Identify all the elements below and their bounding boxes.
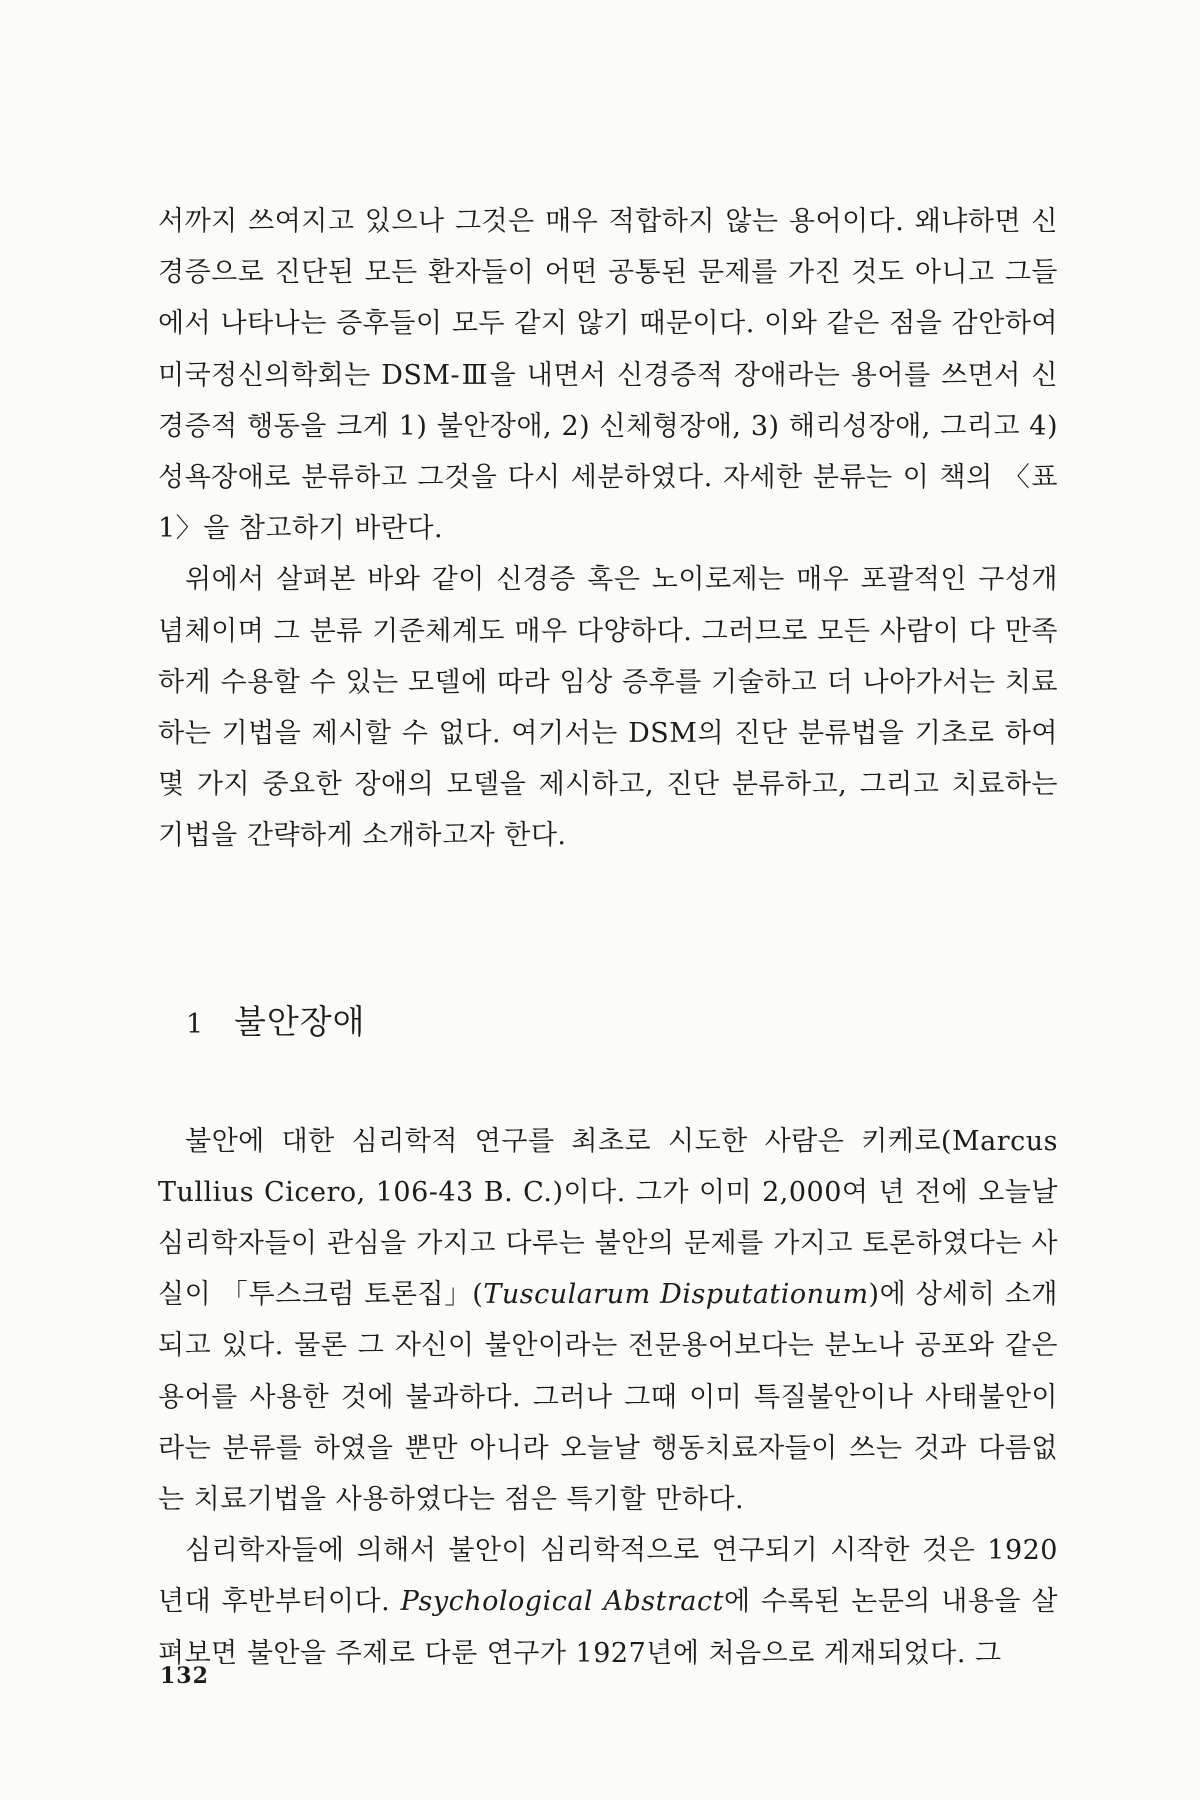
paragraph-text: 에 수록된 논문의 내용을 살펴보면 불안을 주제로 다룬 연구가 1927년에 처음으로 게재되었다. 그 [158,1586,1059,1669]
section-spacer [158,1052,1058,1116]
body-paragraph: 서까지 쓰여지고 있으나 그것은 매우 적합하지 않는 용어이다. 왜냐하면 신경증으로 진단된 모든 환자들이 어떤 공통된 문제를 가진 것도 아니고 그들에서 나타나는 증후들이 모두 같지 않기 때문이다. 이와 같은 점을 감안하여 미국정신의학회는 DSM-Ⅲ을 내면서 신경증적 장애라는 용어를 쓰면서 신경증적 행동을 크게 1) 불안장애, 2) 신체형장애, 3) 해리성장애, 그리고 4) 성욕장애로 분류하고 그것을 다시 세분하였다. 자세한 분류는 이 책의 〈표 1〉을 참고하기 바란다. [158,206,1058,545]
paragraph-text: 심리학자들에 의해서 불안이 심리학적으로 연구되기 시작한 것은 1920년대 후반부터이다. [158,1535,1058,1618]
section-heading [158,992,1058,1052]
body-paragraph [158,1116,1058,1526]
italic-title: Tuscularum Disputationum [483,1279,869,1311]
section-number: 1 [186,1008,205,1040]
book-page-body [158,196,1058,1679]
paragraph-text: 불안에 대한 심리학적 연구를 최초로 시도한 사람은 키케로(Marcus Tullius Cicero, 106-43 B. C.)이다. 그가 이미 2,000여 년 전에 오늘날 심리학자들이 관심을 가지고 다루는 불안의 문제를 가지고 토론하였다는 사실이 「투스크럼 토론집」( [158,1125,1058,1311]
page-number: 132 [160,1663,209,1689]
paragraph-text: )에 상세히 소개되고 있다. 물론 그 자신이 불안이라는 전문용어보다는 분노나 공포와 같은 용어를 사용한 것에 불과하다. 그러나 그때 이미 특질불안이나 사태불안이라는 분류를 하였을 뿐만 아니라 오늘날 행동치료자들이 쓰는 것과 다름없는 치료기법을 사용하였다는 점은 특기할 만하다. [158,1279,1058,1516]
body-paragraph: 위에서 살펴본 바와 같이 신경증 혹은 노이로제는 매우 포괄적인 구성개념체이며 그 분류 기준체계도 매우 다양하다. 그러므로 모든 사람이 다 만족하게 수용할 수 있는 모델에 따라 임상 증후를 기술하고 더 나아가서는 치료하는 기법을 제시할 수 없다. 여기서는 DSM의 진단 분류법을 기초로 하여 몇 가지 중요한 장애의 모델을 제시하고, 진단 분류하고, 그리고 치료하는 기법을 간략하게 소개하고자 한다. [158,564,1058,852]
section-title: 불안장애 [234,1001,366,1041]
italic-title: Psychological Abstract [400,1586,724,1618]
body-paragraph [158,1525,1058,1679]
